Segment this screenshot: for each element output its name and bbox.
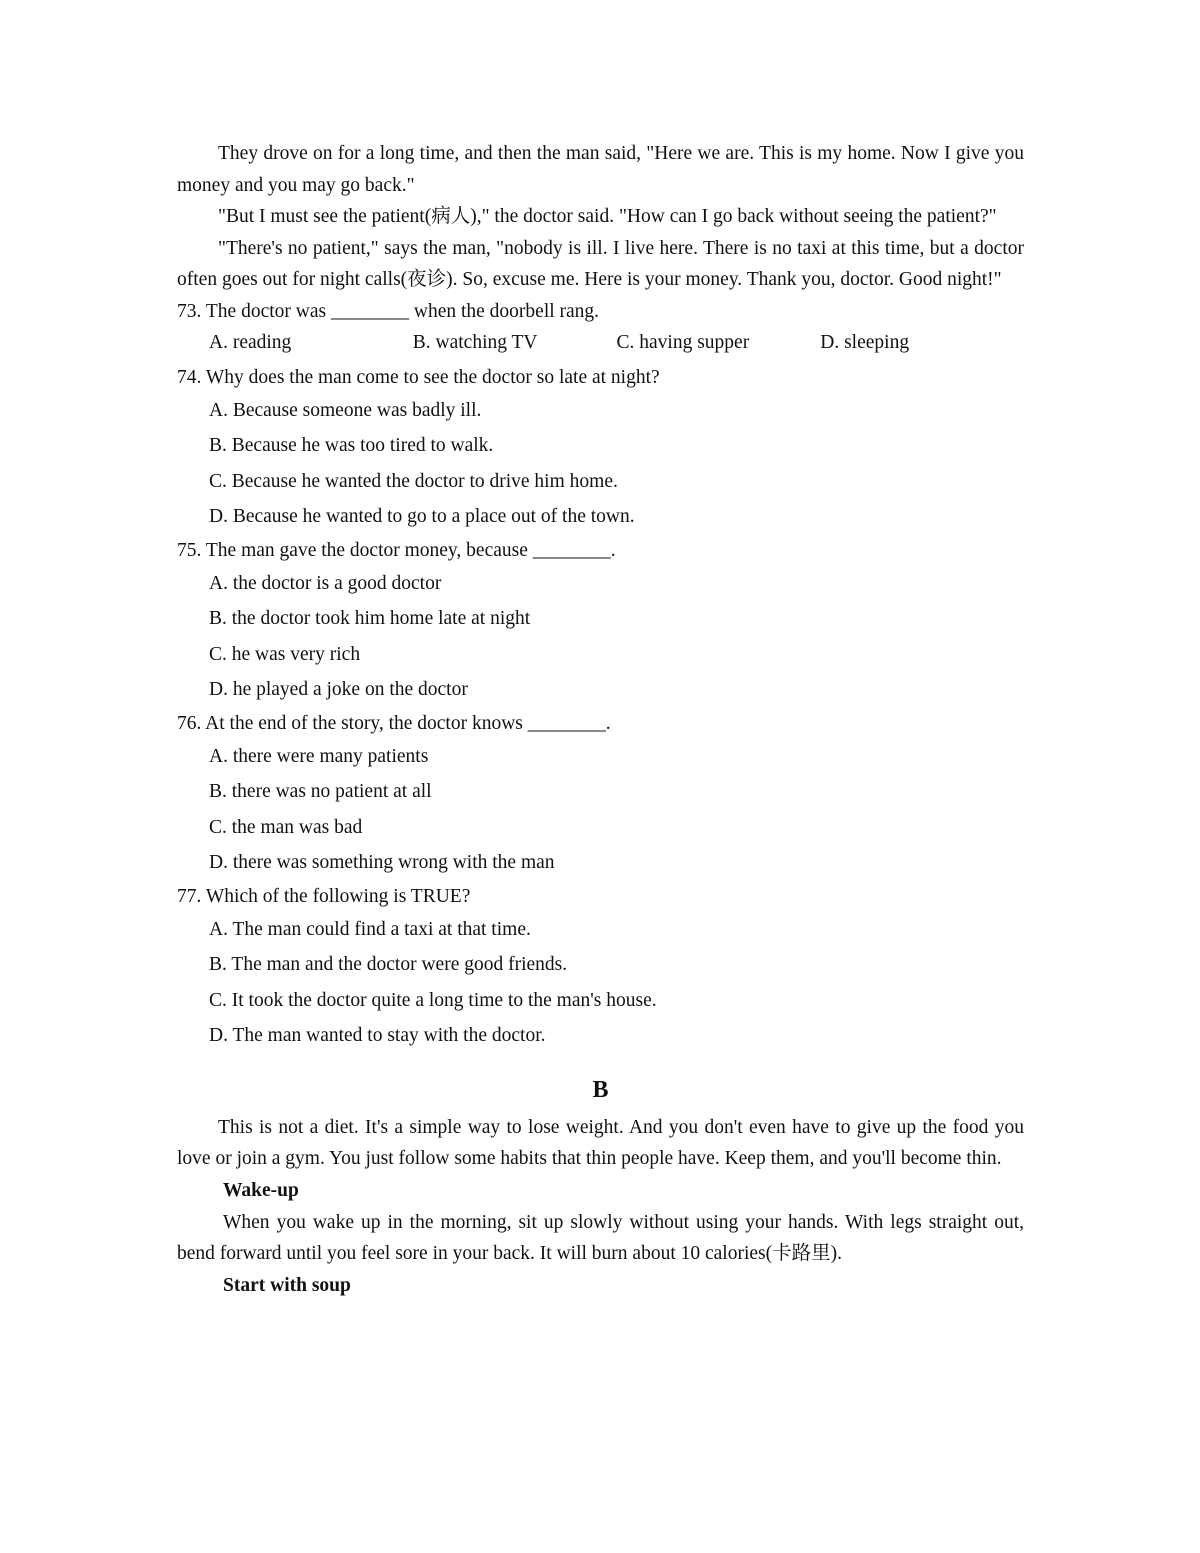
option-a: A. reading (209, 331, 292, 353)
question-74 (177, 362, 1024, 535)
section-b-heading: B (592, 1076, 609, 1103)
question-stem: 76. At the end of the story, the doctor knows ________. (177, 712, 611, 734)
option-list (177, 393, 1024, 535)
option-c: C. the man was bad (209, 816, 363, 838)
option-a: A. Because someone was badly ill. (209, 399, 482, 421)
section-b-intro: This is not a diet. It's a simple way to lose weight. And you don't even have to give up the food you love or join a gym. You just follow some habits that thin people have. Keep them, and you'll become thin. (177, 1116, 1024, 1169)
option-list (177, 327, 1024, 358)
option-b: B. there was no patient at all (209, 781, 432, 802)
option-c: C. having supper (616, 331, 750, 353)
question-stem: 75. The man gave the doctor money, because ________. (177, 539, 616, 561)
document-page (177, 138, 1024, 1302)
option-c: C. he was very rich (209, 643, 361, 665)
wakeup-heading: Wake-up (223, 1179, 299, 1201)
option-c: C. Because he wanted the doctor to drive him home. (209, 470, 618, 492)
question-77 (177, 881, 1024, 1054)
option-d: D. he played a joke on the doctor (209, 679, 468, 700)
option-b: B. the doctor took him home late at night (209, 608, 531, 629)
question-73 (177, 296, 1024, 358)
question-stem: 77. Which of the following is TRUE? (177, 885, 471, 907)
soup-heading: Start with soup (223, 1274, 351, 1296)
option-d: D. Because he wanted to go to a place out of the town. (209, 506, 635, 527)
option-a: A. The man could find a taxi at that time. (209, 918, 531, 940)
question-76 (177, 708, 1024, 881)
passage-a-paragraph-3: "There's no patient," says the man, "nobody is ill. I live here. There is no taxi at this time, but a doctor often goes out for night calls(夜诊). So, excuse me. Here is your money. Thank you, doctor. Good night!" (177, 237, 1024, 290)
wakeup-paragraph: When you wake up in the morning, sit up slowly without using your hands. With legs straight out, bend forward until you feel sore in your back. It will burn about 10 calories(卡路里). (177, 1211, 1024, 1264)
option-b: B. Because he was too tired to walk. (209, 435, 494, 456)
option-b: B. The man and the doctor were good friends. (209, 954, 568, 975)
option-d: D. sleeping (820, 331, 910, 353)
option-list (177, 739, 1024, 881)
option-list (177, 566, 1024, 708)
option-d: D. The man wanted to stay with the doctor. (209, 1025, 546, 1046)
option-b: B. watching TV (412, 331, 538, 353)
option-list (177, 912, 1024, 1054)
question-75 (177, 535, 1024, 708)
option-a: A. the doctor is a good doctor (209, 572, 442, 594)
passage-a-paragraph-1: They drove on for a long time, and then the man said, "Here we are. This is my home. Now I give you money and you may go back." (177, 143, 1024, 196)
passage-a-paragraph-2: "But I must see the patient(病人)," the doctor said. "How can I go back without seeing the patient?" (218, 206, 997, 227)
option-a: A. there were many patients (209, 745, 429, 767)
option-d: D. there was something wrong with the man (209, 852, 555, 873)
option-c: C. It took the doctor quite a long time to the man's house. (209, 989, 657, 1011)
question-stem: 74. Why does the man come to see the doctor so late at night? (177, 366, 660, 388)
question-stem: 73. The doctor was ________ when the doorbell rang. (177, 300, 600, 322)
